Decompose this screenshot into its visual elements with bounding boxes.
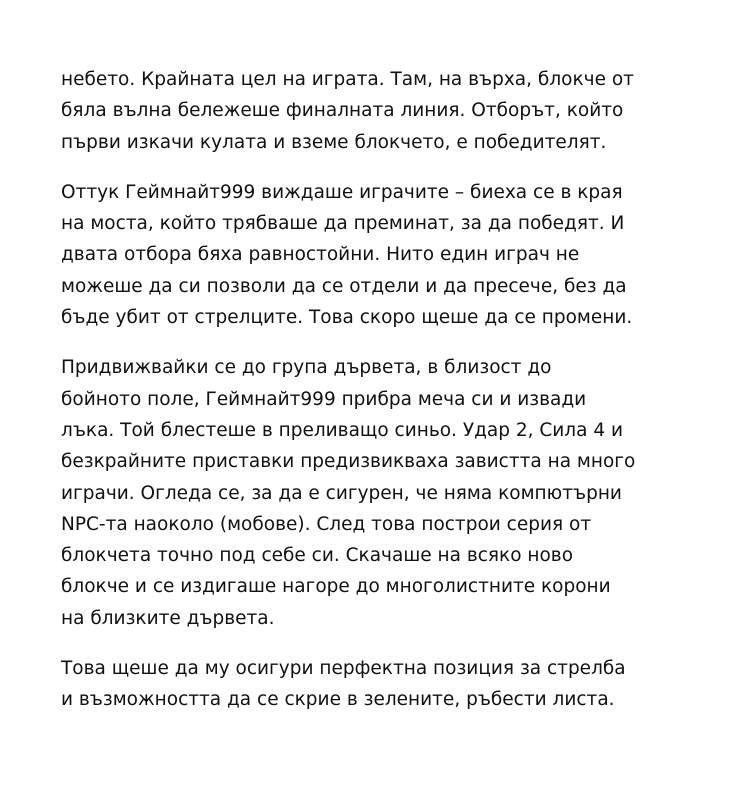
paragraph-2 bbox=[61, 177, 661, 333]
text-line: и възможността да се скрие в зелените, ръбести листа. bbox=[61, 689, 615, 711]
text-line: бъде убит от стрелците. Това скоро щеше да се промени. bbox=[61, 307, 633, 329]
text-line: бяла вълна бележеше финалната линия. Отборът, който bbox=[61, 100, 624, 122]
text-line: Придвижвайки се до група дървета, в близост до bbox=[61, 357, 552, 379]
text-line: бойното поле, Геймнайт999 прибра меча си и извади bbox=[61, 388, 587, 410]
text-line: NPC-та наоколо (мобове). След това построи серия от bbox=[61, 513, 592, 535]
text-line: Това щеше да му осигури перфектна позиция за стрелба bbox=[61, 658, 626, 680]
text-line: на моста, който трябваше да преминат, за да победят. И bbox=[61, 213, 625, 235]
text-line: двата отбора бяха равностойни. Нито един играч не bbox=[61, 244, 580, 266]
text-line: безкрайните приставки предизвикваха завистта на много bbox=[61, 451, 636, 473]
text-body bbox=[61, 64, 661, 735]
text-line: блокче и се издигаше нагоре до многолистните корони bbox=[61, 576, 611, 598]
text-line: блокчета точно под себе си. Скачаше на всяко ново bbox=[61, 545, 574, 567]
text-line: на близките дървета. bbox=[61, 607, 275, 629]
text-line: играчи. Огледа се, за да е сигурен, че няма компютърни bbox=[61, 482, 622, 504]
paragraph-4 bbox=[61, 653, 661, 716]
paragraph-1 bbox=[61, 64, 661, 158]
text-line: Оттук Геймнайт999 виждаше играчите – биеха се в края bbox=[61, 181, 623, 203]
text-line: небето. Крайната цел на играта. Там, на върха, блокче от bbox=[61, 69, 634, 90]
text-line: първи изкачи кулата и вземе блокчето, е победителят. bbox=[61, 131, 607, 153]
paragraph-3 bbox=[61, 352, 661, 634]
text-line: можеше да си позволи да се отдели и да пресече, без да bbox=[61, 275, 627, 297]
text-line: лъка. Той блестеше в преливащо синьо. Удар 2, Сила 4 и bbox=[61, 419, 624, 441]
